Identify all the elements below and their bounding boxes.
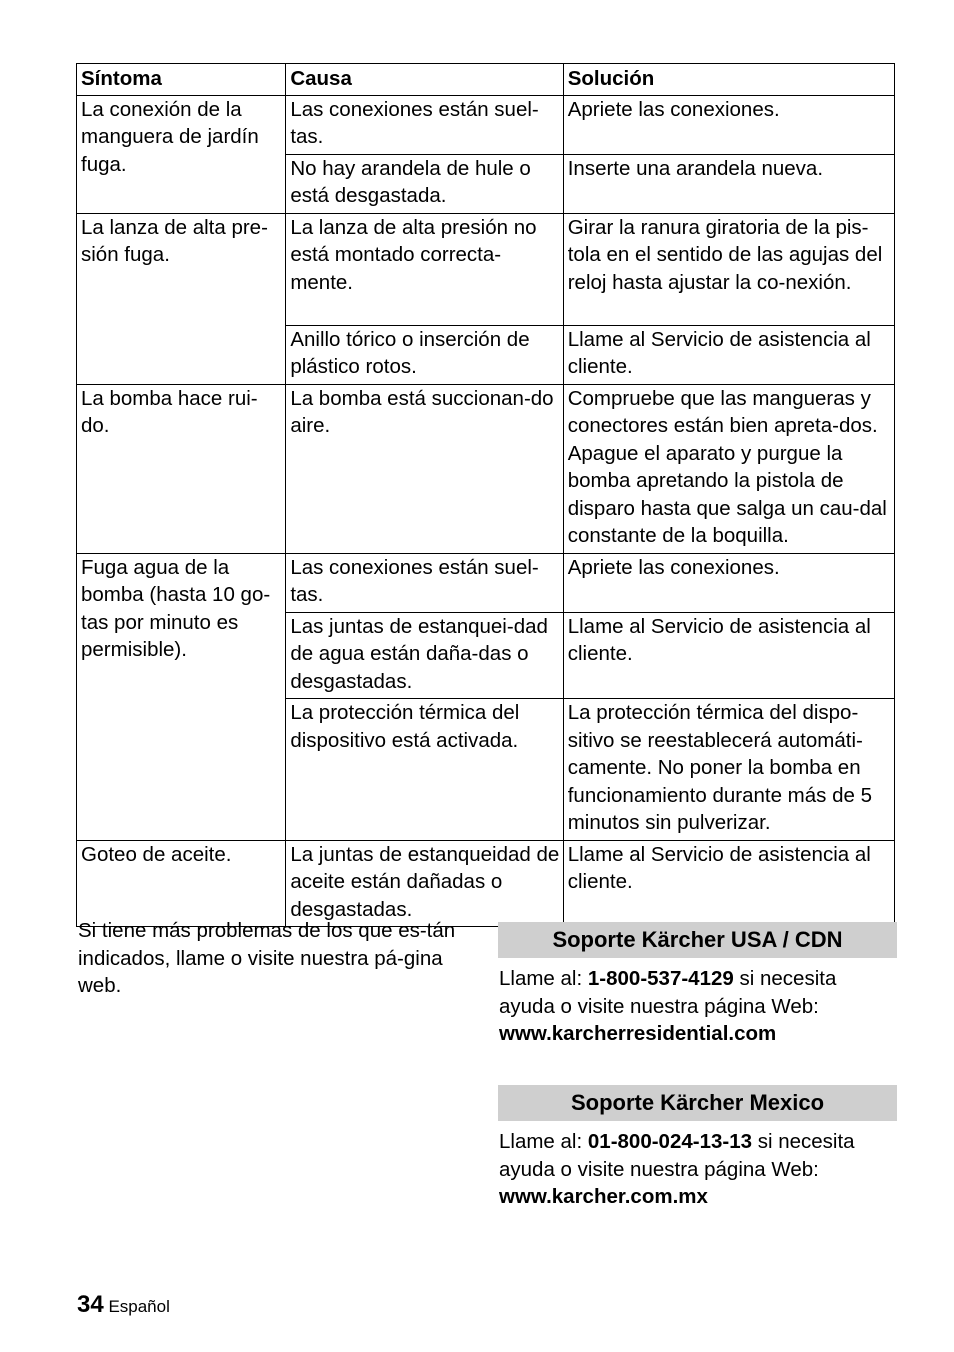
solution-cell: Compruebe que las mangueras y conectores están bien apreta-dos. Apague el aparato y purgue la bomba apretando la pistola de disparo hasta que salga un cau-dal constante de la boquilla. bbox=[563, 384, 894, 553]
table-row bbox=[77, 95, 895, 154]
support-mexico-body bbox=[498, 1121, 897, 1211]
footer-language: Español bbox=[108, 1297, 170, 1316]
symptom-cell: La lanza de alta pre-sión fuga. bbox=[77, 213, 286, 384]
troubleshooting-table bbox=[76, 63, 895, 927]
solution-cell: Apriete las conexiones. bbox=[563, 95, 894, 154]
symptom-cell: La conexión de la manguera de jardín fuga. bbox=[77, 95, 286, 213]
support-usa-phone: 1-800-537-4129 bbox=[587, 967, 734, 990]
more-problems-text: Si tiene más problemas de los que es-tán indicados, llame o visite nuestra pá-gina web. bbox=[78, 919, 456, 997]
solution-cell: Llame al Servicio de asistencia al cliente. bbox=[563, 840, 894, 927]
call-suffix: si necesita ayuda o visite nuestra página Web: bbox=[499, 967, 837, 1018]
cause-cell: Anillo tórico o inserción de plástico rotos. bbox=[286, 325, 563, 384]
solution-cell: Girar la ranura giratoria de la pis-tola en el sentido de las agujas del reloj hasta ajustar la co-nexión. bbox=[563, 213, 894, 325]
symptom-cell: Goteo de aceite. bbox=[77, 840, 286, 927]
header-symptom: Síntoma bbox=[77, 64, 286, 96]
support-usa-section bbox=[498, 922, 897, 1048]
solution-cell: Inserte una arandela nueva. bbox=[563, 154, 894, 213]
support-mexico-website: www.karcher.com.mx bbox=[499, 1185, 708, 1208]
support-usa-title: Soporte Kärcher USA / CDN bbox=[498, 922, 897, 958]
support-mexico-phone: 01-800-024-13-13 bbox=[587, 1130, 753, 1153]
table-row bbox=[77, 213, 895, 325]
support-usa-body bbox=[498, 958, 897, 1048]
header-solution: Solución bbox=[563, 64, 894, 96]
cause-cell: No hay arandela de hule o está desgastada. bbox=[286, 154, 563, 213]
cause-cell: Las conexiones están suel-tas. bbox=[286, 95, 563, 154]
solution-cell: La protección térmica del dispo-sitivo se reestablecerá automáti-camente. No poner la bomba en funcionamiento durante más de 5 minutos sin pulverizar. bbox=[563, 699, 894, 841]
solution-cell: Llame al Servicio de asistencia al cliente. bbox=[563, 612, 894, 699]
header-cause: Causa bbox=[286, 64, 563, 96]
cause-cell: La lanza de alta presión no está montado correcta-mente. bbox=[286, 213, 563, 325]
cause-cell: La juntas de estanqueidad de aceite están dañadas o desgastadas. bbox=[286, 840, 563, 927]
page-footer bbox=[77, 1291, 170, 1321]
symptom-cell: La bomba hace rui-do. bbox=[77, 384, 286, 553]
support-mexico-section bbox=[498, 1085, 897, 1211]
table-header-row bbox=[77, 64, 895, 96]
table-row bbox=[77, 553, 895, 612]
cause-cell: La protección térmica del dispositivo está activada. bbox=[286, 699, 563, 841]
call-suffix: si necesita ayuda o visite nuestra página Web: bbox=[499, 1130, 855, 1181]
page-number: 34 bbox=[77, 1291, 104, 1318]
solution-cell: Apriete las conexiones. bbox=[563, 553, 894, 612]
call-prefix: Llame al: bbox=[499, 967, 588, 990]
table-row bbox=[77, 384, 895, 553]
cause-cell: La bomba está succionan-do aire. bbox=[286, 384, 563, 553]
cause-cell: Las juntas de estanquei-dad de agua están daña-das o desgastadas. bbox=[286, 612, 563, 699]
support-mexico-title: Soporte Kärcher Mexico bbox=[498, 1085, 897, 1121]
symptom-cell: Fuga agua de la bomba (hasta 10 go-tas por minuto es permisible). bbox=[77, 553, 286, 840]
solution-cell: Llame al Servicio de asistencia al cliente. bbox=[563, 325, 894, 384]
cause-cell: Las conexiones están suel-tas. bbox=[286, 553, 563, 612]
call-prefix: Llame al: bbox=[499, 1130, 588, 1153]
table-row bbox=[77, 840, 895, 927]
support-usa-website: www.karcherresidential.com bbox=[499, 1022, 777, 1045]
